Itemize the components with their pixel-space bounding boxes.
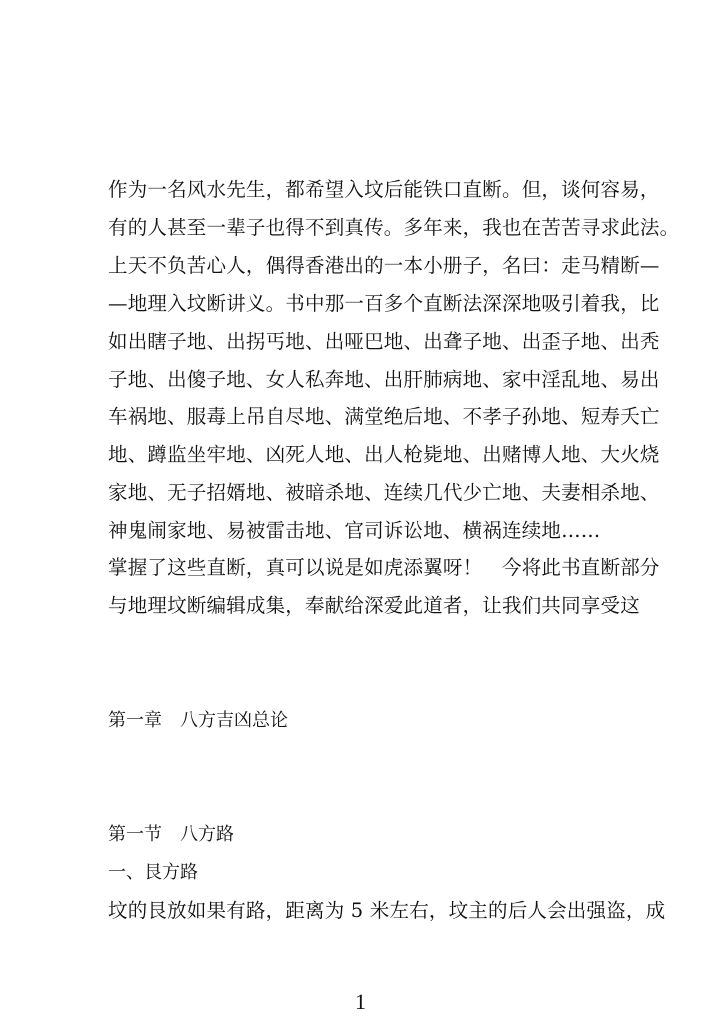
page-number: 1 [355, 989, 366, 1014]
body-text-line: 与地理坟断编辑成集，奉献给深爱此道者，让我们共同享受这 [108, 594, 640, 617]
chapter-title: 第一章 八方吉凶总论 [108, 710, 288, 731]
body-text-line: 掌握了这些直断，真可以说是如虎添翼呀！ 今将此书直断部分 [108, 556, 660, 579]
body-text-line: 上天不负苦心人，偶得香港出的一本小册子，名曰：走马精断— [108, 254, 660, 277]
body-text-line: 坟的艮放如果有路，距离为 5 米左右，坟主的后人会出强盗，成 [108, 899, 666, 922]
body-text-line: —地理入坟断讲义。书中那一百多个直断法深深地吸引着我，比 [108, 292, 660, 315]
body-text-line: 神鬼闹家地、易被雷击地、官司诉讼地、横祸连续地…… [108, 519, 601, 542]
section-title: 第一节 八方路 [108, 824, 234, 845]
body-text-line: 有的人甚至一辈子也得不到真传。多年来，我也在苦苦寻求此法。 [108, 216, 680, 239]
body-text-line: 如出瞎子地、出拐丐地、出哑巴地、出聋子地、出歪子地、出秃 [108, 330, 660, 353]
subsection-title: 一、艮方路 [108, 862, 198, 883]
body-text-line: 家地、无子招婿地、被暗杀地、连续几代少亡地、夫妻相杀地、 [108, 481, 660, 504]
body-text-line: 车祸地、服毒上吊自尽地、满堂绝后地、不孝子孙地、短寿夭亡 [108, 405, 660, 428]
body-text-line: 作为一名风水先生，都希望入坟后能铁口直断。但，谈何容易， [108, 178, 660, 201]
body-text-line: 子地、出傻子地、女人私奔地、出肝肺病地、家中淫乱地、易出 [108, 368, 660, 391]
body-text-line: 地、蹲监坐牢地、凶死人地、出人枪毙地、出赌博人地、大火烧 [108, 443, 660, 466]
